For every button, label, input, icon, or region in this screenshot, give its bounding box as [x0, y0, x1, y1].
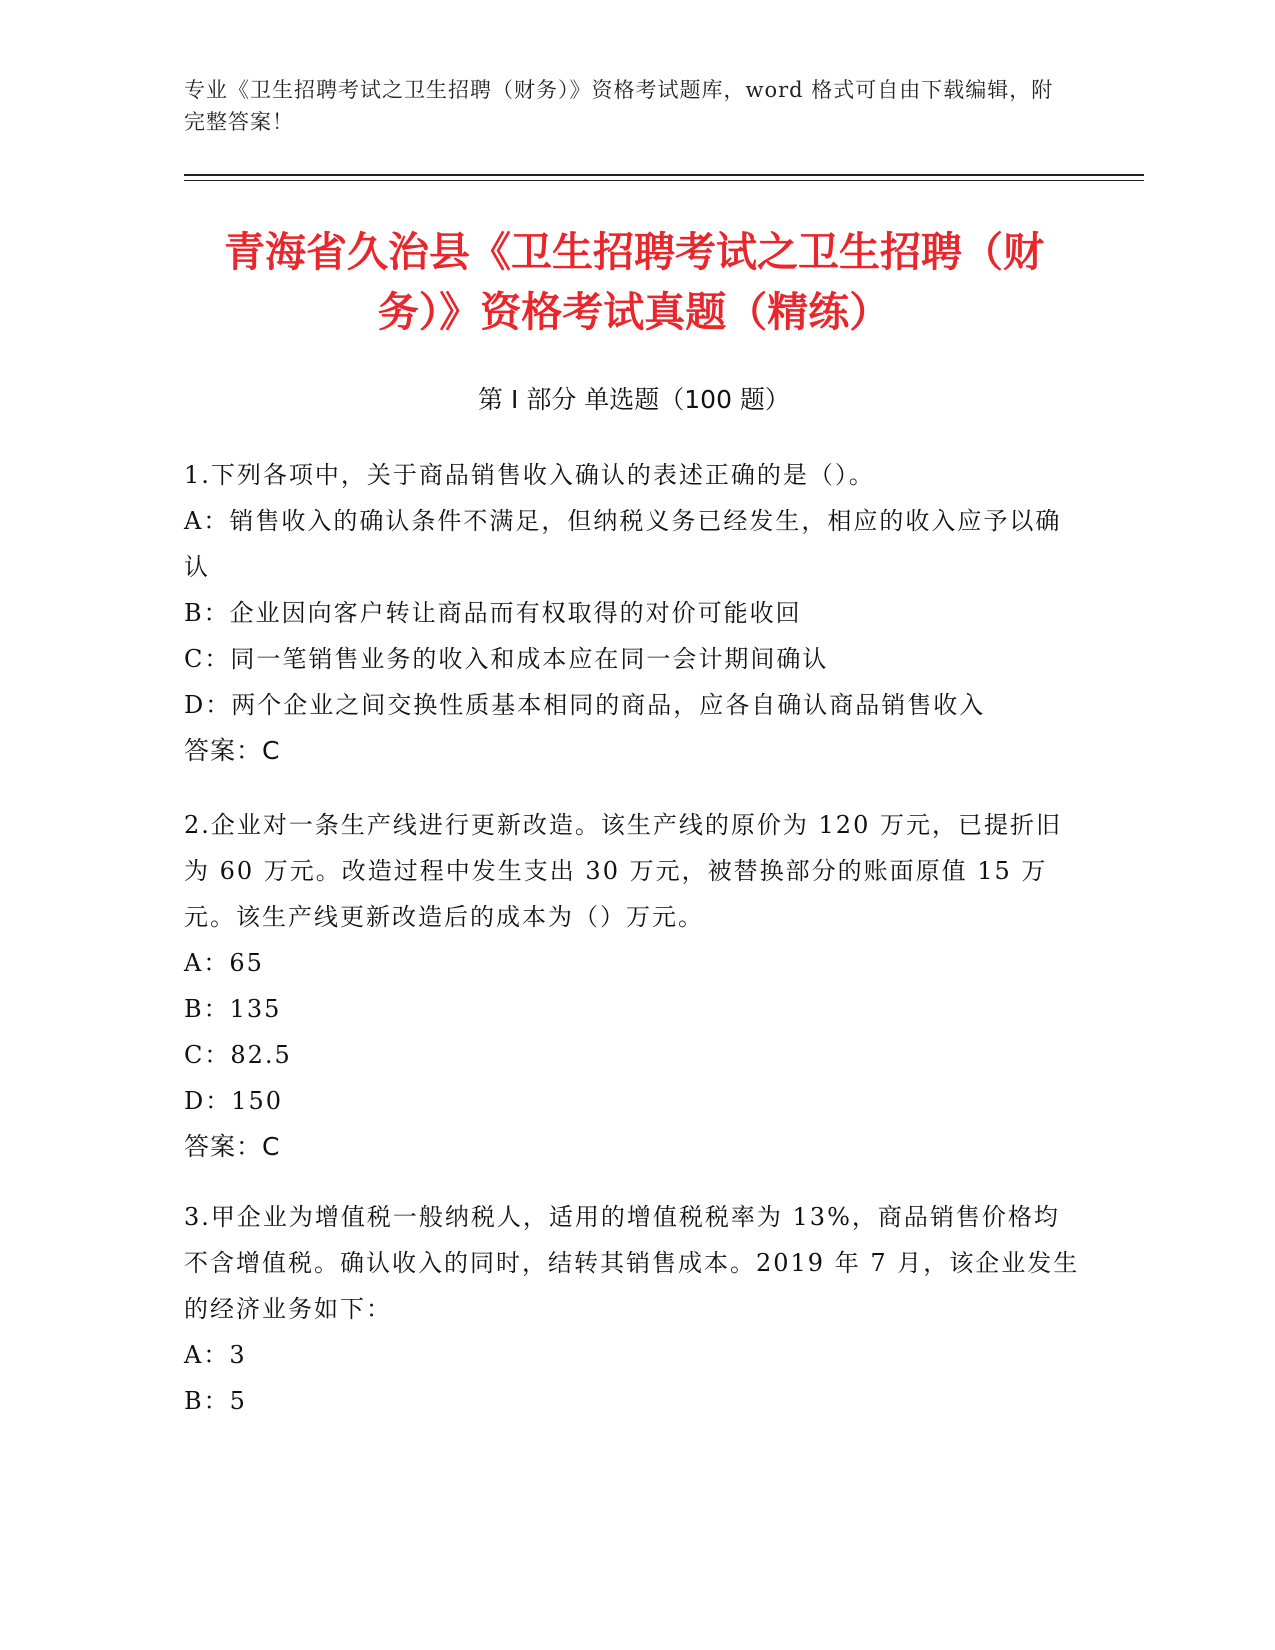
question-stem: 2.企业对一条生产线进行更新改造。该生产线的原价为 120 万元，已提折旧为 60 万元。改造过程中发生支出 30 万元，被替换部分的账面原值 15 万元。该生产线更新改造后的成本为（）万元。 [184, 811, 1062, 931]
header-divider-thin [184, 180, 1144, 181]
option-d: D：150 [184, 1087, 284, 1115]
option-a: A：3 [184, 1341, 247, 1369]
question-2 [184, 802, 1084, 1170]
section-title: 第 I 部分 单选题（100 题） [478, 385, 790, 414]
option-b: B：企业因向客户转让商品而有权取得的对价可能收回 [184, 599, 802, 627]
option-c: C：82.5 [184, 1041, 292, 1069]
question-stem: 1.下列各项中，关于商品销售收入确认的表述正确的是（）。 [184, 461, 875, 489]
option-b: B：5 [184, 1387, 247, 1415]
question-1 [184, 452, 1084, 774]
option-c: C：同一笔销售业务的收入和成本应在同一会计期间确认 [184, 645, 829, 673]
option-a: A：65 [184, 949, 264, 977]
header-divider [184, 174, 1144, 176]
option-d: D：两个企业之间交换性质基本相同的商品，应各自确认商品销售收入 [184, 691, 986, 719]
option-a: A：销售收入的确认条件不满足，但纳税义务已经发生，相应的收入应予以确认 [184, 507, 1062, 581]
answer: 答案：C [184, 1132, 281, 1161]
question-stem: 3.甲企业为增值税一般纳税人，适用的增值税税率为 13%，商品销售价格均不含增值税。确认收入的同时，结转其销售成本。2019 年 7 月，该企业发生的经济业务如下： [184, 1203, 1080, 1323]
question-3 [184, 1194, 1084, 1424]
document-title: 青海省久治县《卫生招聘考试之卫生招聘（财务）》资格考试真题（精练） [224, 228, 1044, 336]
header-note: 专业《卫生招聘考试之卫生招聘（财务）》资格考试题库，word 格式可自由下载编辑，附完整答案！ [184, 78, 1054, 134]
answer: 答案：C [184, 736, 281, 765]
option-b: B：135 [184, 995, 282, 1023]
